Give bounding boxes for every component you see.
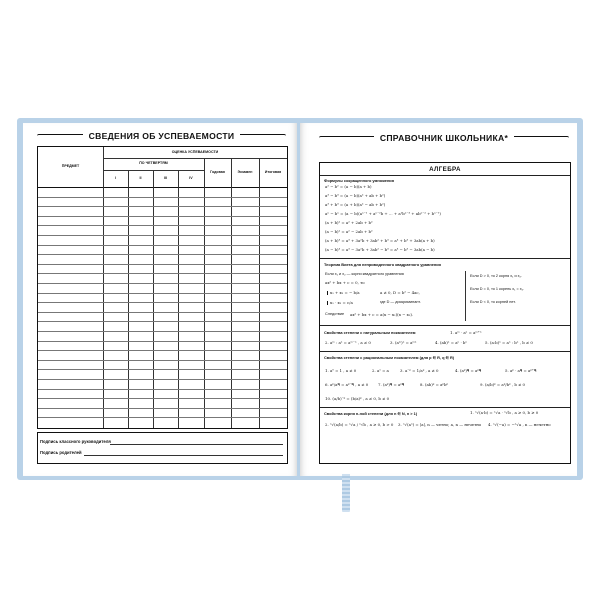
table-row[interactable]	[38, 360, 287, 361]
power-rule: 4. (ab)ⁿ = aⁿ · bⁿ	[435, 340, 468, 345]
table-row[interactable]	[38, 245, 287, 246]
parent-signature-label: Подпись родителей	[40, 450, 82, 455]
subject-header: ПРЕДМЕТ	[61, 164, 80, 169]
formula: (a − b)² = a² − 2ab + b²	[325, 229, 373, 234]
quarter-3: III	[164, 175, 167, 180]
power-rule: 3. (aᵐ)ⁿ = aᵐⁿ	[390, 340, 417, 345]
parent-signature-field[interactable]	[84, 455, 283, 456]
vieta-corollary-label: Следствие	[325, 312, 345, 316]
grades-header: ОЦЕНКА УСПЕВАЕМОСТИ	[171, 149, 219, 154]
signatures-box	[37, 432, 288, 464]
power-rule: 4. (aᵖ)ᑫ = aᵖᑫ	[455, 368, 482, 373]
table-row[interactable]	[38, 379, 287, 380]
power-rule: 10. (a/b)⁻ᵖ = (b/a)ᵖ , a ≠ 0, b ≠ 0	[325, 396, 390, 401]
teacher-signature-field[interactable]	[110, 444, 283, 445]
section-rule	[320, 351, 570, 352]
formula: aⁿ − bⁿ = (a − b)(aⁿ⁻¹ + aⁿ⁻²b + ... + a²bⁿ⁻³ + abⁿ⁻² + bⁿ⁻¹)	[325, 211, 441, 216]
table-row[interactable]	[38, 408, 287, 409]
left-page-title	[37, 131, 286, 144]
section-rule	[320, 258, 570, 259]
table-row[interactable]	[38, 293, 287, 294]
quarter-2: II	[139, 175, 142, 180]
header-bottom-rule	[38, 187, 287, 188]
table-row[interactable]	[38, 321, 287, 322]
power-rule: 1. aᵐ · aⁿ = aᵐ⁺ⁿ	[450, 330, 482, 335]
vieta-heading: Теорема Виета для непривиденного квадратного уравнения	[324, 262, 441, 267]
section-title-algebra: АЛГЕБРА	[429, 166, 461, 173]
vieta-system-1: x₁ + x₂ = − b/a	[327, 291, 360, 295]
final-header: Итоговая	[264, 169, 282, 174]
formula: a³ + b³ = (a + b)(a² − ab + b²)	[325, 202, 386, 207]
table-row[interactable]	[38, 225, 287, 226]
section-rule	[320, 407, 570, 408]
section-rule	[320, 325, 570, 326]
power-rule: 1. a⁰ = 1 , a ≠ 0	[325, 368, 357, 373]
power-rule: 9. (a/b)ᵖ = aᵖ/bᵖ , b ≠ 0	[480, 382, 526, 387]
root-rule: 2. ⁿ√(a/b) = ⁿ√a / ⁿ√b , a ≥ 0, b > 0	[325, 422, 394, 427]
table-row[interactable]	[38, 389, 287, 390]
power-rule: 2. a¹ = a	[372, 368, 389, 373]
table-row[interactable]	[38, 235, 287, 236]
formula: (a + b)² = a² + 2ab + b²	[325, 220, 373, 225]
right-page-title-text: СПРАВОЧНИК ШКОЛЬНИКА*	[374, 133, 514, 143]
table-row[interactable]	[38, 312, 287, 313]
table-row[interactable]	[38, 417, 287, 418]
formula: a³ − b³ = (a − b)(a² + ab + b²)	[325, 193, 386, 198]
vieta-case: Если D = 0, то 1 корень x₁ = x₂.	[470, 287, 525, 291]
power-rule: 3. a⁻ᵖ = 1/aᵖ , a ≠ 0	[400, 368, 439, 373]
vieta-equation: ax² + bx + c = 0, то	[325, 280, 365, 285]
table-row[interactable]	[38, 398, 287, 399]
formula: (a − b)³ = a³ − 3a²b + 3ab² − b³ = a³ − b³ − 3ab(a − b)	[325, 247, 435, 252]
grades-table	[37, 146, 288, 429]
vieta-intro: Если x₁ и x₂ — корни квадратного уравнения	[325, 272, 404, 276]
vieta-system-2: x₁ · x₂ = c/a	[327, 301, 353, 305]
quarter-4: IV	[189, 175, 193, 180]
bookmark-ribbon[interactable]	[342, 474, 350, 512]
left-page-title-text: СВЕДЕНИЯ ОБ УСПЕВАЕМОСТИ	[83, 131, 241, 141]
exam-header: Экзамен	[237, 169, 253, 174]
table-row[interactable]	[38, 273, 287, 274]
teacher-signature-label: Подпись классного руководителя	[40, 439, 111, 444]
vieta-where: где D — дискриминант.	[380, 300, 421, 304]
rational-powers-heading: Свойства степени с рациональным показателем (для p ∈ R, q ∈ R)	[324, 355, 455, 360]
table-row[interactable]	[38, 350, 287, 351]
roots-heading: Свойства корня n-ной степени (для n ∈ N, n > 1)	[324, 411, 418, 416]
table-row[interactable]	[38, 331, 287, 332]
section-rule	[320, 175, 570, 176]
power-rule: 6. aᵖ/aᑫ = aᵖ⁻ᑫ , a ≠ 0	[325, 382, 369, 387]
vieta-condition: a ≠ 0, D = b² − 4ac,	[380, 290, 420, 295]
power-rule: 2. aᵐ : aⁿ = aᵐ⁻ⁿ , a ≠ 0	[325, 340, 371, 345]
quarter-1: I	[115, 175, 116, 180]
formula: a² − b² = (a − b)(a + b)	[325, 184, 372, 189]
vieta-corollary: ax² + bx + c = a(x − x₁)(x − x₂).	[350, 312, 414, 317]
table-row[interactable]	[38, 216, 287, 217]
column-rule	[103, 147, 104, 428]
vieta-case: Если D > 0, то 2 корня x₁ и x₂.	[470, 274, 523, 278]
power-rule: 8. (ab)ᵖ = aᵖbᵖ	[420, 382, 449, 387]
table-row[interactable]	[38, 369, 287, 370]
vieta-divider	[465, 271, 466, 321]
power-rule: 5. (a:b)ⁿ = aⁿ : bⁿ , b ≠ 0	[485, 340, 533, 345]
root-rule: 3. ⁿ√(aⁿ) = |a|, n — четно; a, n — нечетно	[398, 422, 482, 427]
reference-box	[319, 162, 571, 464]
root-rule: 4. ⁿ√(−a) = −ⁿ√a , n — нечетно	[488, 422, 551, 427]
right-page-title	[319, 133, 569, 146]
root-rule: 1. ⁿ√(a·b) = ⁿ√a · ⁿ√b , a ≥ 0, b ≥ 0	[470, 410, 539, 415]
table-row[interactable]	[38, 197, 287, 198]
power-rule: 7. (aᵖ)ᑫ = aᵖᑫ	[378, 382, 405, 387]
abbrev-heading: Формулы сокращенного умножения	[324, 178, 394, 183]
table-row[interactable]	[38, 206, 287, 207]
table-row[interactable]	[38, 302, 287, 303]
power-rule: 5. aᵖ · aᑫ = aᵖ⁺ᑫ	[505, 368, 537, 373]
annual-header: Годовая	[210, 169, 225, 174]
formula: (a + b)³ = a³ + 3a²b + 3ab² + b³ = a³ + b³ + 3ab(a + b)	[325, 238, 435, 243]
table-row[interactable]	[38, 264, 287, 265]
table-row[interactable]	[38, 341, 287, 342]
table-row[interactable]	[38, 283, 287, 284]
quarters-header: ПО ЧЕТВЕРТЯМ	[139, 161, 168, 166]
table-row[interactable]	[38, 254, 287, 255]
vieta-case: Если D < 0, то корней нет.	[470, 300, 516, 304]
natural-powers-heading: Свойства степени с натуральным показателем	[324, 330, 416, 335]
